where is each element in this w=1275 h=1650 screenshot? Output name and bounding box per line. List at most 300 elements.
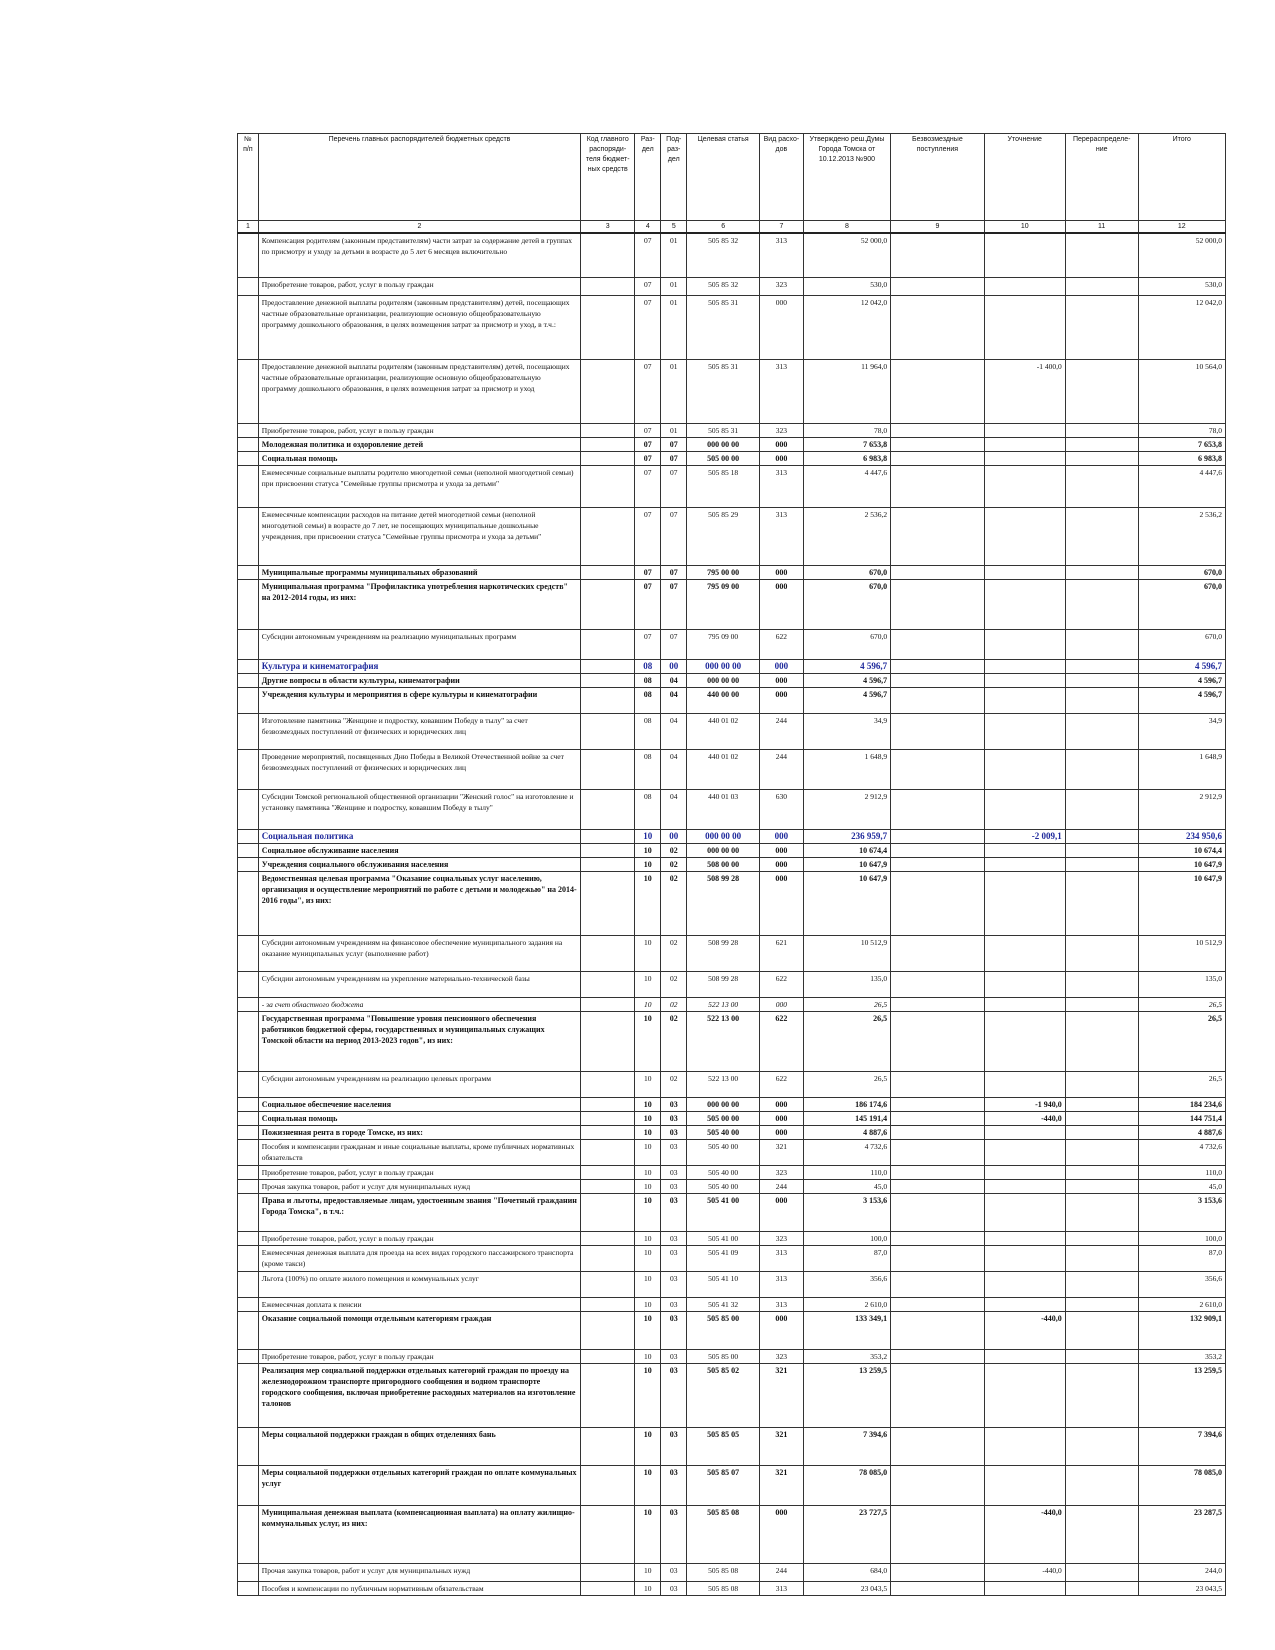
row-number-cell xyxy=(238,1111,259,1125)
razdel-cell: 07 xyxy=(635,359,661,423)
table-row xyxy=(238,233,1226,277)
total-amount-cell: 26,5 xyxy=(1138,1071,1225,1097)
redistribution-amount-cell xyxy=(1065,843,1138,857)
adjustment-amount-cell xyxy=(984,971,1065,997)
approved-amount-cell: 10 512,9 xyxy=(803,935,890,971)
total-amount-cell: 356,6 xyxy=(1138,1271,1225,1297)
gr-code-cell xyxy=(581,233,635,277)
approved-amount-cell: 100,0 xyxy=(803,1231,890,1245)
total-amount-cell: 26,5 xyxy=(1138,1011,1225,1071)
target-article-cell: 505 85 31 xyxy=(687,359,760,423)
approved-amount-cell: 3 153,6 xyxy=(803,1193,890,1231)
expense-name-cell: Социальное обслуживание населения xyxy=(258,843,580,857)
grants-amount-cell xyxy=(891,1245,985,1271)
table-row xyxy=(238,687,1226,713)
col-header-grants: Безвозмездные поступления xyxy=(891,134,985,221)
expense-name-cell: Пособия и компенсации гражданам и иные социальные выплаты, кроме публичных нормативных обязательств xyxy=(258,1139,580,1165)
adjustment-amount-cell xyxy=(984,565,1065,579)
gr-code-cell xyxy=(581,789,635,829)
col-header-podrazdel: Под-раз-дел xyxy=(661,134,687,221)
grants-amount-cell xyxy=(891,713,985,749)
razdel-cell: 07 xyxy=(635,507,661,565)
total-amount-cell: 78 085,0 xyxy=(1138,1465,1225,1505)
target-article-cell: 505 00 00 xyxy=(687,451,760,465)
total-amount-cell: 23 043,5 xyxy=(1138,1581,1225,1595)
razdel-cell: 08 xyxy=(635,749,661,789)
expense-type-cell: 000 xyxy=(760,871,804,935)
grants-amount-cell xyxy=(891,465,985,507)
table-row xyxy=(238,829,1226,843)
grants-amount-cell xyxy=(891,507,985,565)
total-amount-cell: 1 648,9 xyxy=(1138,749,1225,789)
expense-type-cell: 323 xyxy=(760,277,804,295)
target-article-cell: 505 85 00 xyxy=(687,1311,760,1349)
expense-type-cell: 321 xyxy=(760,1363,804,1427)
adjustment-amount-cell xyxy=(984,507,1065,565)
gr-code-cell xyxy=(581,935,635,971)
grants-amount-cell xyxy=(891,1231,985,1245)
approved-amount-cell: 10 647,9 xyxy=(803,857,890,871)
grants-amount-cell xyxy=(891,233,985,277)
table-row xyxy=(238,1125,1226,1139)
row-number-cell xyxy=(238,971,259,997)
approved-amount-cell: 12 042,0 xyxy=(803,295,890,359)
target-article-cell: 000 00 00 xyxy=(687,673,760,687)
target-article-cell: 505 85 32 xyxy=(687,233,760,277)
row-number-cell xyxy=(238,1349,259,1363)
adjustment-amount-cell xyxy=(984,1231,1065,1245)
gr-code-cell xyxy=(581,1193,635,1231)
table-row xyxy=(238,629,1226,659)
table-row xyxy=(238,749,1226,789)
expense-name-cell: Социальная помощь xyxy=(258,1111,580,1125)
expense-name-cell: Приобретение товаров, работ, услуг в пользу граждан xyxy=(258,277,580,295)
target-article-cell: 505 85 05 xyxy=(687,1427,760,1465)
redistribution-amount-cell xyxy=(1065,659,1138,673)
total-amount-cell: 45,0 xyxy=(1138,1179,1225,1193)
adjustment-amount-cell xyxy=(984,749,1065,789)
adjustment-amount-cell xyxy=(984,1271,1065,1297)
target-article-cell: 505 41 00 xyxy=(687,1231,760,1245)
podrazdel-cell: 02 xyxy=(661,971,687,997)
approved-amount-cell: 26,5 xyxy=(803,1011,890,1071)
redistribution-amount-cell xyxy=(1065,451,1138,465)
gr-code-cell xyxy=(581,1427,635,1465)
expense-name-cell: Культура и кинематография xyxy=(258,659,580,673)
expense-name-cell: Государственная программа "Повышение уровня пенсионного обеспечения работников бюджетной сферы, государственных и муниципальных служащих Томской области на период 2013-2023 годов", из них: xyxy=(258,1011,580,1071)
adjustment-amount-cell xyxy=(984,465,1065,507)
expense-type-cell: 244 xyxy=(760,1563,804,1581)
gr-code-cell xyxy=(581,871,635,935)
table-row xyxy=(238,713,1226,749)
redistribution-amount-cell xyxy=(1065,629,1138,659)
gr-code-cell xyxy=(581,749,635,789)
grants-amount-cell xyxy=(891,1271,985,1297)
grants-amount-cell xyxy=(891,673,985,687)
redistribution-amount-cell xyxy=(1065,789,1138,829)
expense-type-cell: 313 xyxy=(760,465,804,507)
row-number-cell xyxy=(238,997,259,1011)
row-number-cell xyxy=(238,1165,259,1179)
expense-name-cell: Ежемесячные компенсации расходов на питание детей многодетной семьи (неполной многодетной семьи) в возрасте до 7 лет, не посещающих муниципальные дошкольные учреждения, при присвоении статуса "Семейные группы присмотра и ухода за детьми" xyxy=(258,507,580,565)
redistribution-amount-cell xyxy=(1065,295,1138,359)
expense-type-cell: 622 xyxy=(760,1011,804,1071)
gr-code-cell xyxy=(581,1271,635,1297)
target-article-cell: 000 00 00 xyxy=(687,437,760,451)
total-amount-cell: 100,0 xyxy=(1138,1231,1225,1245)
target-article-cell: 440 00 00 xyxy=(687,687,760,713)
expense-type-cell: 000 xyxy=(760,1311,804,1349)
expense-name-cell: Субсидии автономным учреждениям на реализацию муниципальных программ xyxy=(258,629,580,659)
grants-amount-cell xyxy=(891,1111,985,1125)
adjustment-amount-cell xyxy=(984,277,1065,295)
adjustment-amount-cell xyxy=(984,1139,1065,1165)
redistribution-amount-cell xyxy=(1065,1097,1138,1111)
razdel-cell: 10 xyxy=(635,1297,661,1311)
row-number-cell xyxy=(238,1071,259,1097)
row-number-cell xyxy=(238,1505,259,1563)
col-number: 1 xyxy=(238,221,259,234)
approved-amount-cell: 52 000,0 xyxy=(803,233,890,277)
redistribution-amount-cell xyxy=(1065,423,1138,437)
adjustment-amount-cell xyxy=(984,1581,1065,1595)
target-article-cell: 440 01 03 xyxy=(687,789,760,829)
approved-amount-cell: 26,5 xyxy=(803,1071,890,1097)
redistribution-amount-cell xyxy=(1065,871,1138,935)
razdel-cell: 10 xyxy=(635,1311,661,1349)
expense-type-cell: 000 xyxy=(760,1193,804,1231)
expense-type-cell: 313 xyxy=(760,507,804,565)
podrazdel-cell: 07 xyxy=(661,465,687,507)
podrazdel-cell: 03 xyxy=(661,1363,687,1427)
target-article-cell: 505 85 18 xyxy=(687,465,760,507)
adjustment-amount-cell: -440,0 xyxy=(984,1111,1065,1125)
row-number-cell xyxy=(238,295,259,359)
podrazdel-cell: 03 xyxy=(661,1125,687,1139)
redistribution-amount-cell xyxy=(1065,971,1138,997)
row-number-cell xyxy=(238,507,259,565)
expense-type-cell: 000 xyxy=(760,673,804,687)
table-row xyxy=(238,789,1226,829)
razdel-cell: 10 xyxy=(635,1505,661,1563)
redistribution-amount-cell xyxy=(1065,1581,1138,1595)
approved-amount-cell: 4 732,6 xyxy=(803,1139,890,1165)
podrazdel-cell: 07 xyxy=(661,507,687,565)
expense-type-cell: 313 xyxy=(760,359,804,423)
redistribution-amount-cell xyxy=(1065,1139,1138,1165)
grants-amount-cell xyxy=(891,857,985,871)
gr-code-cell xyxy=(581,971,635,997)
razdel-cell: 10 xyxy=(635,1427,661,1465)
redistribution-amount-cell xyxy=(1065,1245,1138,1271)
column-numbers-row xyxy=(238,221,1226,234)
total-amount-cell: 10 647,9 xyxy=(1138,857,1225,871)
approved-amount-cell: 87,0 xyxy=(803,1245,890,1271)
expense-type-cell: 000 xyxy=(760,857,804,871)
total-amount-cell: 52 000,0 xyxy=(1138,233,1225,277)
podrazdel-cell: 03 xyxy=(661,1139,687,1165)
row-number-cell xyxy=(238,465,259,507)
redistribution-amount-cell xyxy=(1065,1563,1138,1581)
razdel-cell: 10 xyxy=(635,1097,661,1111)
razdel-cell: 10 xyxy=(635,843,661,857)
adjustment-amount-cell xyxy=(984,1465,1065,1505)
gr-code-cell xyxy=(581,713,635,749)
col-number: 9 xyxy=(891,221,985,234)
row-number-cell xyxy=(238,1097,259,1111)
expense-type-cell: 313 xyxy=(760,1245,804,1271)
adjustment-amount-cell: -440,0 xyxy=(984,1505,1065,1563)
podrazdel-cell: 01 xyxy=(661,423,687,437)
expense-name-cell: Социальная политика xyxy=(258,829,580,843)
approved-amount-cell: 23 043,5 xyxy=(803,1581,890,1595)
target-article-cell: 508 99 28 xyxy=(687,971,760,997)
razdel-cell: 10 xyxy=(635,1363,661,1427)
expense-type-cell: 323 xyxy=(760,1165,804,1179)
row-number-cell xyxy=(238,789,259,829)
expense-type-cell: 313 xyxy=(760,1297,804,1311)
redistribution-amount-cell xyxy=(1065,829,1138,843)
total-amount-cell: 4 732,6 xyxy=(1138,1139,1225,1165)
podrazdel-cell: 03 xyxy=(661,1231,687,1245)
gr-code-cell xyxy=(581,437,635,451)
podrazdel-cell: 03 xyxy=(661,1505,687,1563)
table-row xyxy=(238,1349,1226,1363)
expense-type-cell: 000 xyxy=(760,451,804,465)
adjustment-amount-cell xyxy=(984,451,1065,465)
razdel-cell: 10 xyxy=(635,1245,661,1271)
gr-code-cell xyxy=(581,359,635,423)
total-amount-cell: 12 042,0 xyxy=(1138,295,1225,359)
table-row xyxy=(238,423,1226,437)
redistribution-amount-cell xyxy=(1065,1165,1138,1179)
redistribution-amount-cell xyxy=(1065,437,1138,451)
podrazdel-cell: 02 xyxy=(661,935,687,971)
row-number-cell xyxy=(238,565,259,579)
col-header-adjustment: Уточнение xyxy=(984,134,1065,221)
razdel-cell: 10 xyxy=(635,871,661,935)
total-amount-cell: 34,9 xyxy=(1138,713,1225,749)
podrazdel-cell: 03 xyxy=(661,1193,687,1231)
table-row xyxy=(238,437,1226,451)
approved-amount-cell: 11 964,0 xyxy=(803,359,890,423)
target-article-cell: 505 40 00 xyxy=(687,1139,760,1165)
podrazdel-cell: 04 xyxy=(661,749,687,789)
table-row xyxy=(238,1179,1226,1193)
total-amount-cell: 10 512,9 xyxy=(1138,935,1225,971)
grants-amount-cell xyxy=(891,843,985,857)
expense-type-cell: 000 xyxy=(760,295,804,359)
approved-amount-cell: 133 349,1 xyxy=(803,1311,890,1349)
redistribution-amount-cell xyxy=(1065,1427,1138,1465)
podrazdel-cell: 00 xyxy=(661,659,687,673)
table-row xyxy=(238,1245,1226,1271)
expense-name-cell: Права и льготы, предоставляемые лицам, удостоенным звания "Почетный гражданин Города Томска", в т.ч.: xyxy=(258,1193,580,1231)
grants-amount-cell xyxy=(891,1165,985,1179)
col-number: 8 xyxy=(803,221,890,234)
podrazdel-cell: 03 xyxy=(661,1581,687,1595)
redistribution-amount-cell xyxy=(1065,1271,1138,1297)
razdel-cell: 08 xyxy=(635,673,661,687)
podrazdel-cell: 02 xyxy=(661,1071,687,1097)
total-amount-cell: 2 536,2 xyxy=(1138,507,1225,565)
gr-code-cell xyxy=(581,451,635,465)
total-amount-cell: 78,0 xyxy=(1138,423,1225,437)
expense-name-cell: Субсидии автономным учреждениям на реализацию целевых программ xyxy=(258,1071,580,1097)
total-amount-cell: 530,0 xyxy=(1138,277,1225,295)
total-amount-cell: 87,0 xyxy=(1138,1245,1225,1271)
expense-name-cell: Приобретение товаров, работ, услуг в пользу граждан xyxy=(258,1349,580,1363)
grants-amount-cell xyxy=(891,1427,985,1465)
table-row xyxy=(238,857,1226,871)
razdel-cell: 10 xyxy=(635,1071,661,1097)
approved-amount-cell: 670,0 xyxy=(803,629,890,659)
expense-name-cell: Прочая закупка товаров, работ и услуг для муниципальных нужд xyxy=(258,1563,580,1581)
row-number-cell xyxy=(238,1193,259,1231)
razdel-cell: 10 xyxy=(635,1165,661,1179)
expense-name-cell: Прочая закупка товаров, работ и услуг для муниципальных нужд xyxy=(258,1179,580,1193)
grants-amount-cell xyxy=(891,971,985,997)
table-row xyxy=(238,1111,1226,1125)
podrazdel-cell: 02 xyxy=(661,1011,687,1071)
podrazdel-cell: 03 xyxy=(661,1427,687,1465)
gr-code-cell xyxy=(581,507,635,565)
approved-amount-cell: 78 085,0 xyxy=(803,1465,890,1505)
expense-type-cell: 321 xyxy=(760,1427,804,1465)
table-row xyxy=(238,659,1226,673)
grants-amount-cell xyxy=(891,423,985,437)
razdel-cell: 10 xyxy=(635,935,661,971)
target-article-cell: 440 01 02 xyxy=(687,713,760,749)
total-amount-cell: 670,0 xyxy=(1138,579,1225,629)
razdel-cell: 07 xyxy=(635,579,661,629)
row-number-cell xyxy=(238,1139,259,1165)
row-number-cell xyxy=(238,935,259,971)
table-row xyxy=(238,1011,1226,1071)
expense-name-cell: Ежемесячные социальные выплаты родителю многодетной семьи (неполной многодетной семьи) при присвоении статуса "Семейные группы присмотра и ухода за детьми" xyxy=(258,465,580,507)
row-number-cell xyxy=(238,843,259,857)
table-row xyxy=(238,673,1226,687)
gr-code-cell xyxy=(581,1349,635,1363)
approved-amount-cell: 7 653,8 xyxy=(803,437,890,451)
table-row xyxy=(238,843,1226,857)
razdel-cell: 07 xyxy=(635,423,661,437)
target-article-cell: 508 00 00 xyxy=(687,857,760,871)
grants-amount-cell xyxy=(891,437,985,451)
table-row xyxy=(238,1139,1226,1165)
grants-amount-cell xyxy=(891,935,985,971)
razdel-cell: 07 xyxy=(635,437,661,451)
row-number-cell xyxy=(238,713,259,749)
approved-amount-cell: 530,0 xyxy=(803,277,890,295)
approved-amount-cell: 10 674,4 xyxy=(803,843,890,857)
total-amount-cell: 2 912,9 xyxy=(1138,789,1225,829)
total-amount-cell: 23 287,5 xyxy=(1138,1505,1225,1563)
row-number-cell xyxy=(238,749,259,789)
row-number-cell xyxy=(238,659,259,673)
gr-code-cell xyxy=(581,1465,635,1505)
grants-amount-cell xyxy=(891,1071,985,1097)
row-number-cell xyxy=(238,1245,259,1271)
target-article-cell: 508 99 28 xyxy=(687,935,760,971)
approved-amount-cell: 670,0 xyxy=(803,565,890,579)
redistribution-amount-cell xyxy=(1065,1193,1138,1231)
table-row xyxy=(238,871,1226,935)
total-amount-cell: 132 909,1 xyxy=(1138,1311,1225,1349)
adjustment-amount-cell xyxy=(984,1245,1065,1271)
gr-code-cell xyxy=(581,423,635,437)
expense-name-cell: Компенсация родителям (законным представителям) части затрат за содержание детей в группах по присмотру и уходу за детьми в возрасте до 5 лет 6 месяцев включительно xyxy=(258,233,580,277)
gr-code-cell xyxy=(581,565,635,579)
target-article-cell: 508 99 28 xyxy=(687,871,760,935)
redistribution-amount-cell xyxy=(1065,1011,1138,1071)
redistribution-amount-cell xyxy=(1065,1179,1138,1193)
expense-type-cell: 630 xyxy=(760,789,804,829)
table-row xyxy=(238,359,1226,423)
grants-amount-cell xyxy=(891,1193,985,1231)
razdel-cell: 10 xyxy=(635,1125,661,1139)
razdel-cell: 10 xyxy=(635,1563,661,1581)
gr-code-cell xyxy=(581,1071,635,1097)
podrazdel-cell: 03 xyxy=(661,1179,687,1193)
row-number-cell xyxy=(238,673,259,687)
podrazdel-cell: 03 xyxy=(661,1563,687,1581)
col-header-number: № п/п xyxy=(238,134,259,221)
total-amount-cell: 4 887,6 xyxy=(1138,1125,1225,1139)
col-header-redistribution: Перераспределе-ние xyxy=(1065,134,1138,221)
table-row xyxy=(238,1427,1226,1465)
adjustment-amount-cell xyxy=(984,659,1065,673)
table-header-row xyxy=(238,134,1226,221)
podrazdel-cell: 03 xyxy=(661,1311,687,1349)
total-amount-cell: 7 653,8 xyxy=(1138,437,1225,451)
podrazdel-cell: 02 xyxy=(661,997,687,1011)
redistribution-amount-cell xyxy=(1065,997,1138,1011)
table-row xyxy=(238,1505,1226,1563)
col-number: 2 xyxy=(258,221,580,234)
grants-amount-cell xyxy=(891,997,985,1011)
razdel-cell: 08 xyxy=(635,659,661,673)
total-amount-cell: 670,0 xyxy=(1138,565,1225,579)
expense-type-cell: 244 xyxy=(760,1179,804,1193)
adjustment-amount-cell: -2 009,1 xyxy=(984,829,1065,843)
row-number-cell xyxy=(238,1363,259,1427)
expense-type-cell: 621 xyxy=(760,935,804,971)
grants-amount-cell xyxy=(891,1505,985,1563)
row-number-cell xyxy=(238,1297,259,1311)
grants-amount-cell xyxy=(891,277,985,295)
grants-amount-cell xyxy=(891,789,985,829)
razdel-cell: 08 xyxy=(635,789,661,829)
adjustment-amount-cell xyxy=(984,629,1065,659)
redistribution-amount-cell xyxy=(1065,507,1138,565)
grants-amount-cell xyxy=(891,1297,985,1311)
target-article-cell: 000 00 00 xyxy=(687,829,760,843)
total-amount-cell: 13 259,5 xyxy=(1138,1363,1225,1427)
redistribution-amount-cell xyxy=(1065,1505,1138,1563)
adjustment-amount-cell xyxy=(984,871,1065,935)
gr-code-cell xyxy=(581,659,635,673)
gr-code-cell xyxy=(581,1139,635,1165)
gr-code-cell xyxy=(581,857,635,871)
redistribution-amount-cell xyxy=(1065,1111,1138,1125)
approved-amount-cell: 1 648,9 xyxy=(803,749,890,789)
gr-code-cell xyxy=(581,1581,635,1595)
table-row xyxy=(238,1231,1226,1245)
approved-amount-cell: 4 447,6 xyxy=(803,465,890,507)
gr-code-cell xyxy=(581,1311,635,1349)
redistribution-amount-cell xyxy=(1065,935,1138,971)
